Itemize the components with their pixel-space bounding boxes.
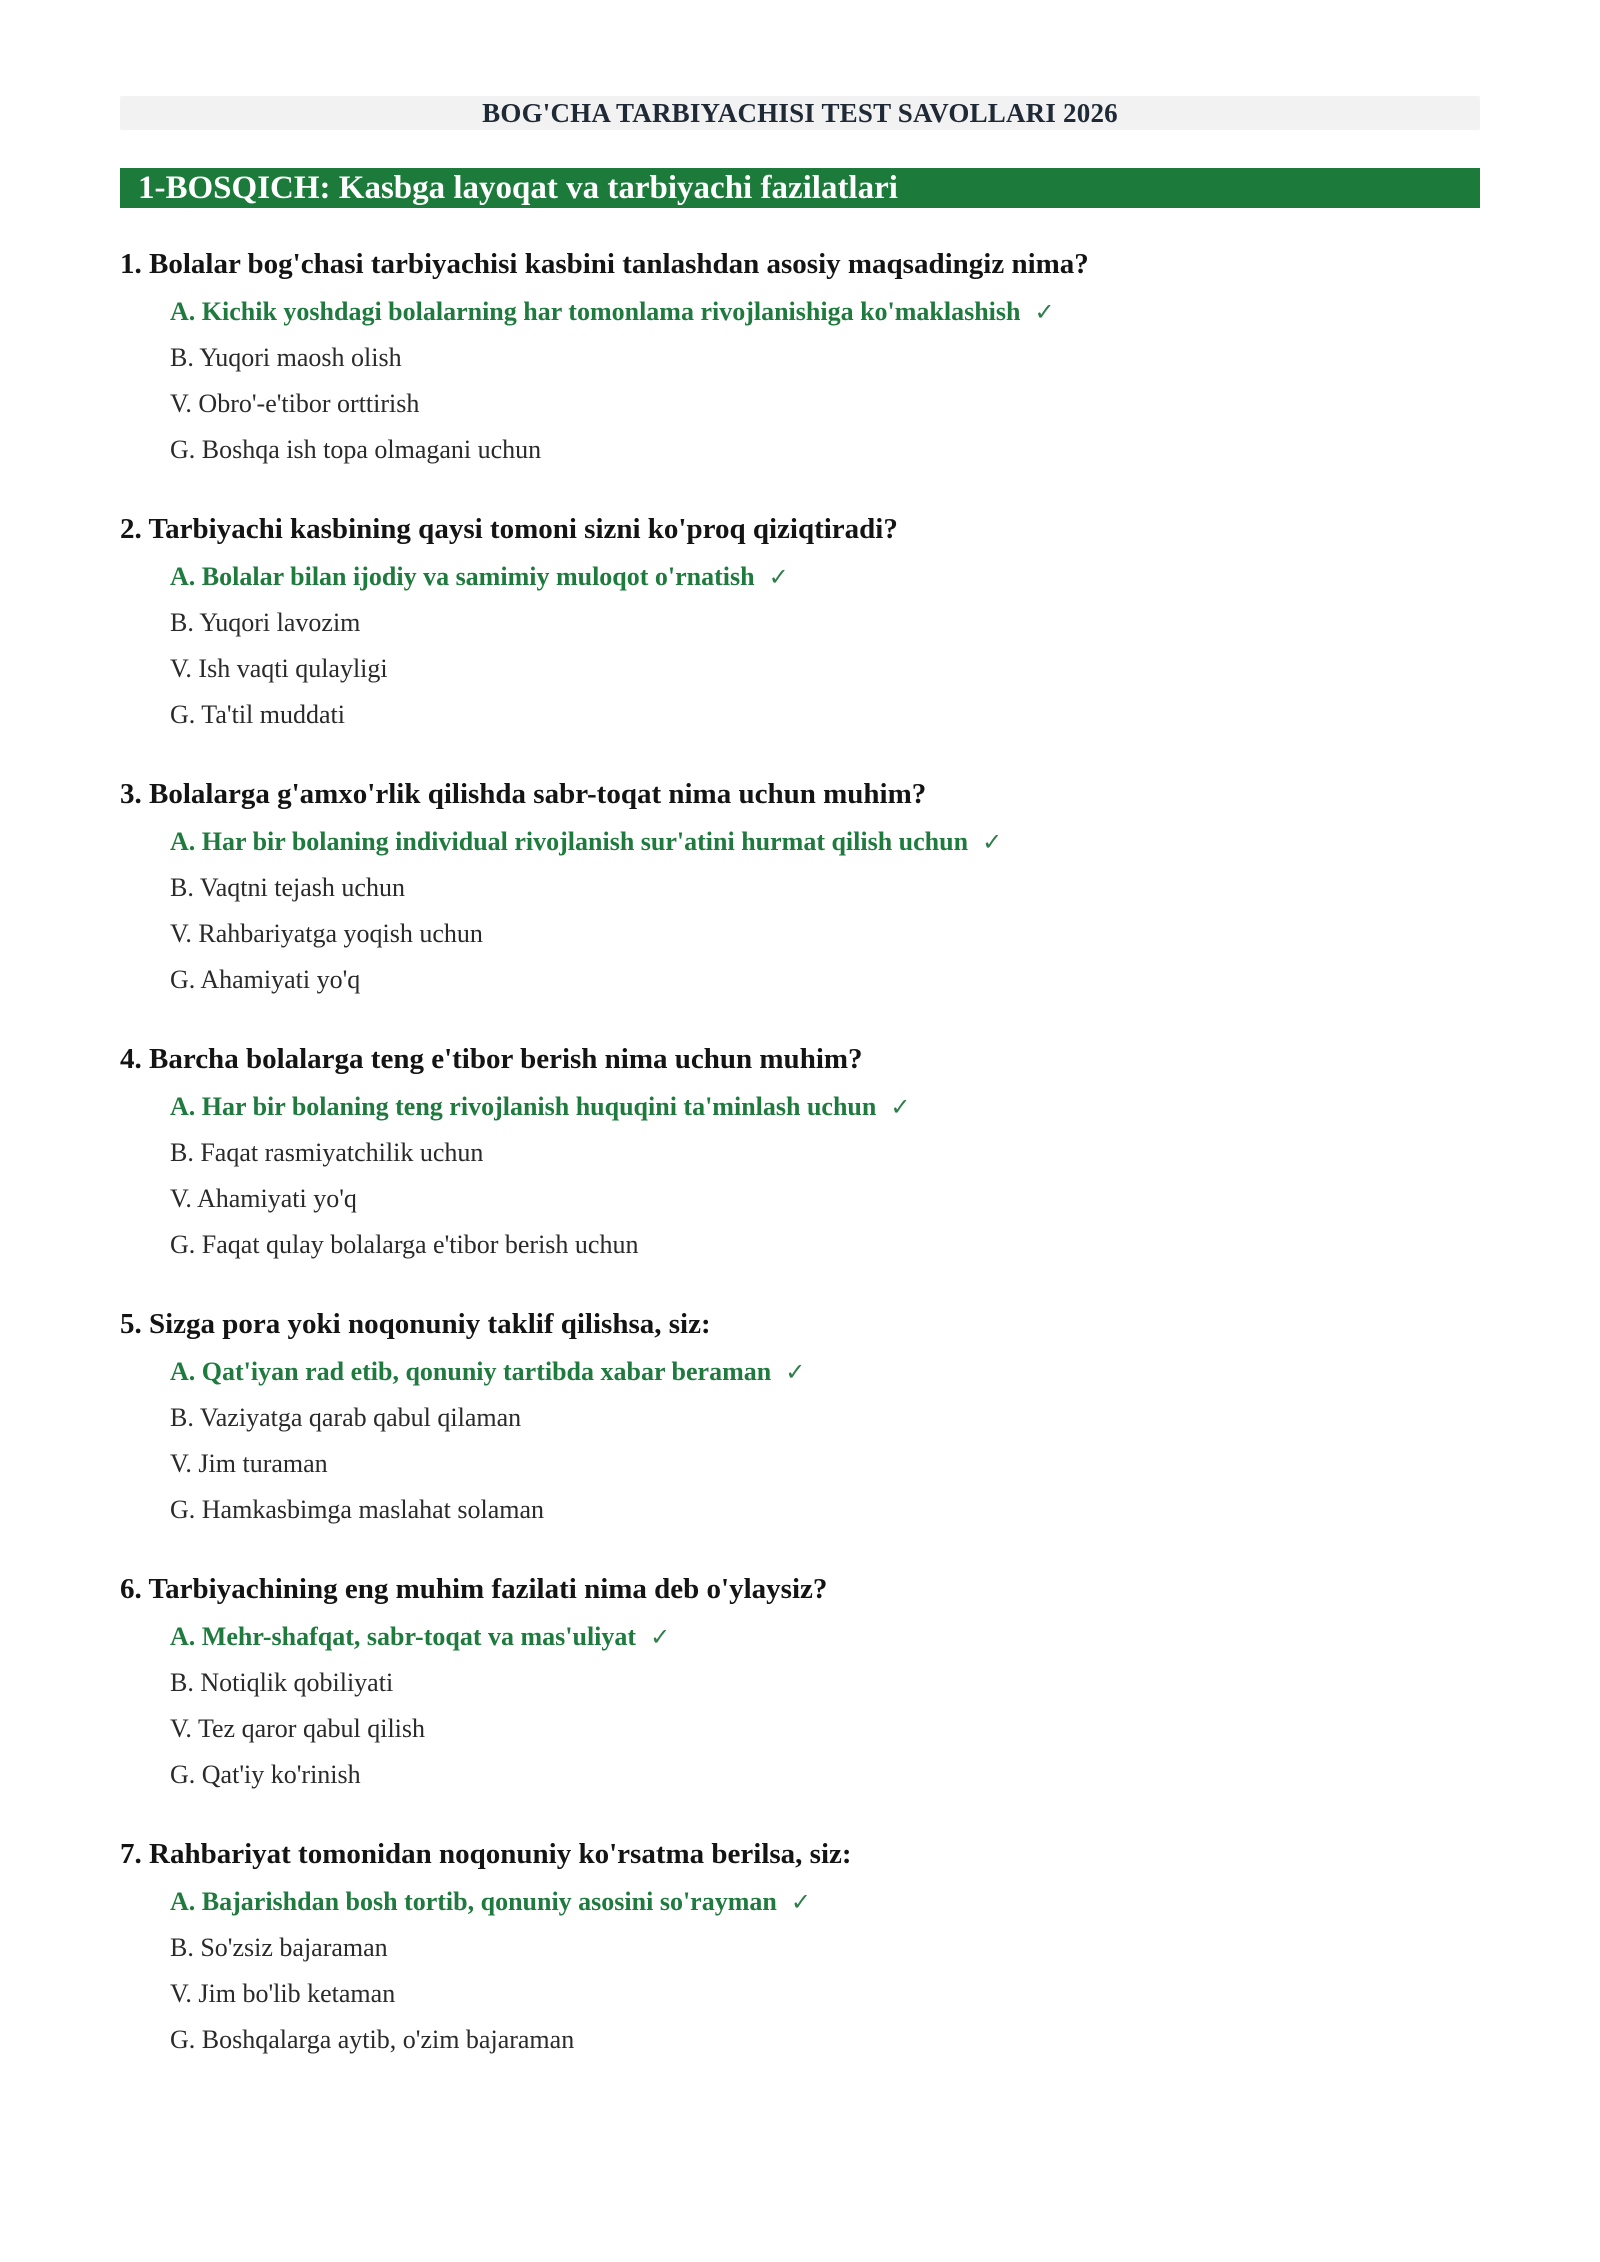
- answer-option-label: B. So'zsiz bajaraman: [170, 1933, 388, 1962]
- answer-option: [170, 1130, 1480, 1176]
- answer-option-label: V. Jim turaman: [170, 1449, 328, 1478]
- answer-option: [170, 1971, 1480, 2017]
- correct-answer-option: [170, 289, 1480, 335]
- check-icon: ✓: [890, 1093, 911, 1121]
- answer-option-label: G. Faqat qulay bolalarga e'tibor berish uchun: [170, 1230, 639, 1259]
- question-text: 3. Bolalarga g'amxo'rlik qilishda sabr-toqat nima uchun muhim?: [120, 778, 927, 810]
- check-icon: ✓: [650, 1623, 671, 1651]
- answer-option: [170, 1752, 1480, 1798]
- answer-option: [170, 646, 1480, 692]
- question-text: 6. Tarbiyachining eng muhim fazilati nima deb o'ylaysiz?: [120, 1573, 828, 1605]
- question-block: [120, 245, 1480, 473]
- answer-option: [170, 957, 1480, 1003]
- answer-option-label: A. Bolalar bilan ijodiy va samimiy muloqot o'rnatish: [170, 562, 755, 591]
- answer-option-label: V. Obro'-e'tibor orttirish: [170, 389, 420, 418]
- answer-option-label: G. Ahamiyati yo'q: [170, 965, 361, 994]
- correct-answer-option: [170, 1349, 1480, 1395]
- question-block: [120, 510, 1480, 738]
- answer-option-label: V. Tez qaror qabul qilish: [170, 1714, 426, 1743]
- correct-answer-option: [170, 1084, 1480, 1130]
- answer-option: [170, 1222, 1480, 1268]
- answer-option-label: A. Bajarishdan bosh tortib, qonuniy asosini so'rayman: [170, 1887, 777, 1916]
- question-text: 7. Rahbariyat tomonidan noqonuniy ko'rsatma berilsa, siz:: [120, 1838, 852, 1870]
- answer-option-label: B. Yuqori lavozim: [170, 608, 361, 637]
- answer-option: [170, 1395, 1480, 1441]
- answer-option: [170, 427, 1480, 473]
- answer-option-label: B. Notiqlik qobiliyati: [170, 1668, 394, 1697]
- section-header: 1-BOSQICH: Kasbga layoqat va tarbiyachi fazilatlari: [120, 168, 1480, 208]
- answer-options: [120, 289, 1480, 473]
- question-block: [120, 1835, 1480, 2063]
- check-icon: ✓: [785, 1358, 806, 1386]
- correct-answer-option: [170, 1879, 1480, 1925]
- question-text: 2. Tarbiyachi kasbining qaysi tomoni sizni ko'proq qiziqtiradi?: [120, 513, 898, 545]
- answer-option-label: B. Vaqtni tejash uchun: [170, 873, 405, 902]
- answer-option-label: A. Qat'iyan rad etib, qonuniy tartibda xabar beraman: [170, 1357, 772, 1386]
- answer-option: [170, 1176, 1480, 1222]
- answer-option-label: G. Boshqalarga aytib, o'zim bajaraman: [170, 2025, 575, 2054]
- answer-option-label: G. Qat'iy ko'rinish: [170, 1760, 361, 1789]
- correct-answer-option: [170, 554, 1480, 600]
- answer-options: [120, 1614, 1480, 1798]
- answer-option-label: G. Boshqa ish topa olmagani uchun: [170, 435, 542, 464]
- document-title: BOG'CHA TARBIYACHISI TEST SAVOLLARI 2026: [120, 96, 1480, 130]
- answer-option-label: V. Ish vaqti qulayligi: [170, 654, 388, 683]
- answer-option-label: A. Kichik yoshdagi bolalarning har tomonlama rivojlanishiga ko'maklashish: [170, 297, 1021, 326]
- answer-option-label: B. Yuqori maosh olish: [170, 343, 402, 372]
- answer-option: [170, 335, 1480, 381]
- answer-option: [170, 2017, 1480, 2063]
- answer-option: [170, 600, 1480, 646]
- answer-option: [170, 381, 1480, 427]
- answer-option: [170, 1487, 1480, 1533]
- question-block: [120, 775, 1480, 1003]
- answer-option-label: G. Hamkasbimga maslahat solaman: [170, 1495, 545, 1524]
- answer-option-label: B. Faqat rasmiyatchilik uchun: [170, 1138, 484, 1167]
- answer-option: [170, 1660, 1480, 1706]
- answer-option-label: V. Jim bo'lib ketaman: [170, 1979, 396, 2008]
- check-icon: ✓: [982, 828, 1003, 856]
- question-text: 4. Barcha bolalarga teng e'tibor berish nima uchun muhim?: [120, 1043, 863, 1075]
- answer-options: [120, 819, 1480, 1003]
- answer-option: [170, 911, 1480, 957]
- question-block: [120, 1570, 1480, 1798]
- answer-option: [170, 1925, 1480, 1971]
- answer-option: [170, 1441, 1480, 1487]
- correct-answer-option: [170, 819, 1480, 865]
- question-list: [120, 245, 1480, 2063]
- question-text: 5. Sizga pora yoki noqonuniy taklif qilishsa, siz:: [120, 1308, 711, 1340]
- answer-options: [120, 554, 1480, 738]
- document-page: [120, 96, 1480, 2063]
- answer-option-label: A. Har bir bolaning individual rivojlanish sur'atini hurmat qilish uchun: [170, 827, 969, 856]
- check-icon: ✓: [790, 1888, 811, 1916]
- answer-options: [120, 1879, 1480, 2063]
- answer-option-label: G. Ta'til muddati: [170, 700, 345, 729]
- check-icon: ✓: [768, 563, 789, 591]
- answer-option: [170, 1706, 1480, 1752]
- answer-option-label: A. Mehr-shafqat, sabr-toqat va mas'uliyat: [170, 1622, 637, 1651]
- answer-option-label: B. Vaziyatga qarab qabul qilaman: [170, 1403, 522, 1432]
- answer-option-label: A. Har bir bolaning teng rivojlanish huquqini ta'minlash uchun: [170, 1092, 877, 1121]
- question-block: [120, 1040, 1480, 1268]
- answer-option-label: V. Rahbariyatga yoqish uchun: [170, 919, 483, 948]
- question-block: [120, 1305, 1480, 1533]
- question-text: 1. Bolalar bog'chasi tarbiyachisi kasbini tanlashdan asosiy maqsadingiz nima?: [120, 248, 1089, 280]
- check-icon: ✓: [1034, 298, 1055, 326]
- answer-option-label: V. Ahamiyati yo'q: [170, 1184, 357, 1213]
- answer-options: [120, 1084, 1480, 1268]
- answer-option: [170, 692, 1480, 738]
- correct-answer-option: [170, 1614, 1480, 1660]
- answer-options: [120, 1349, 1480, 1533]
- answer-option: [170, 865, 1480, 911]
